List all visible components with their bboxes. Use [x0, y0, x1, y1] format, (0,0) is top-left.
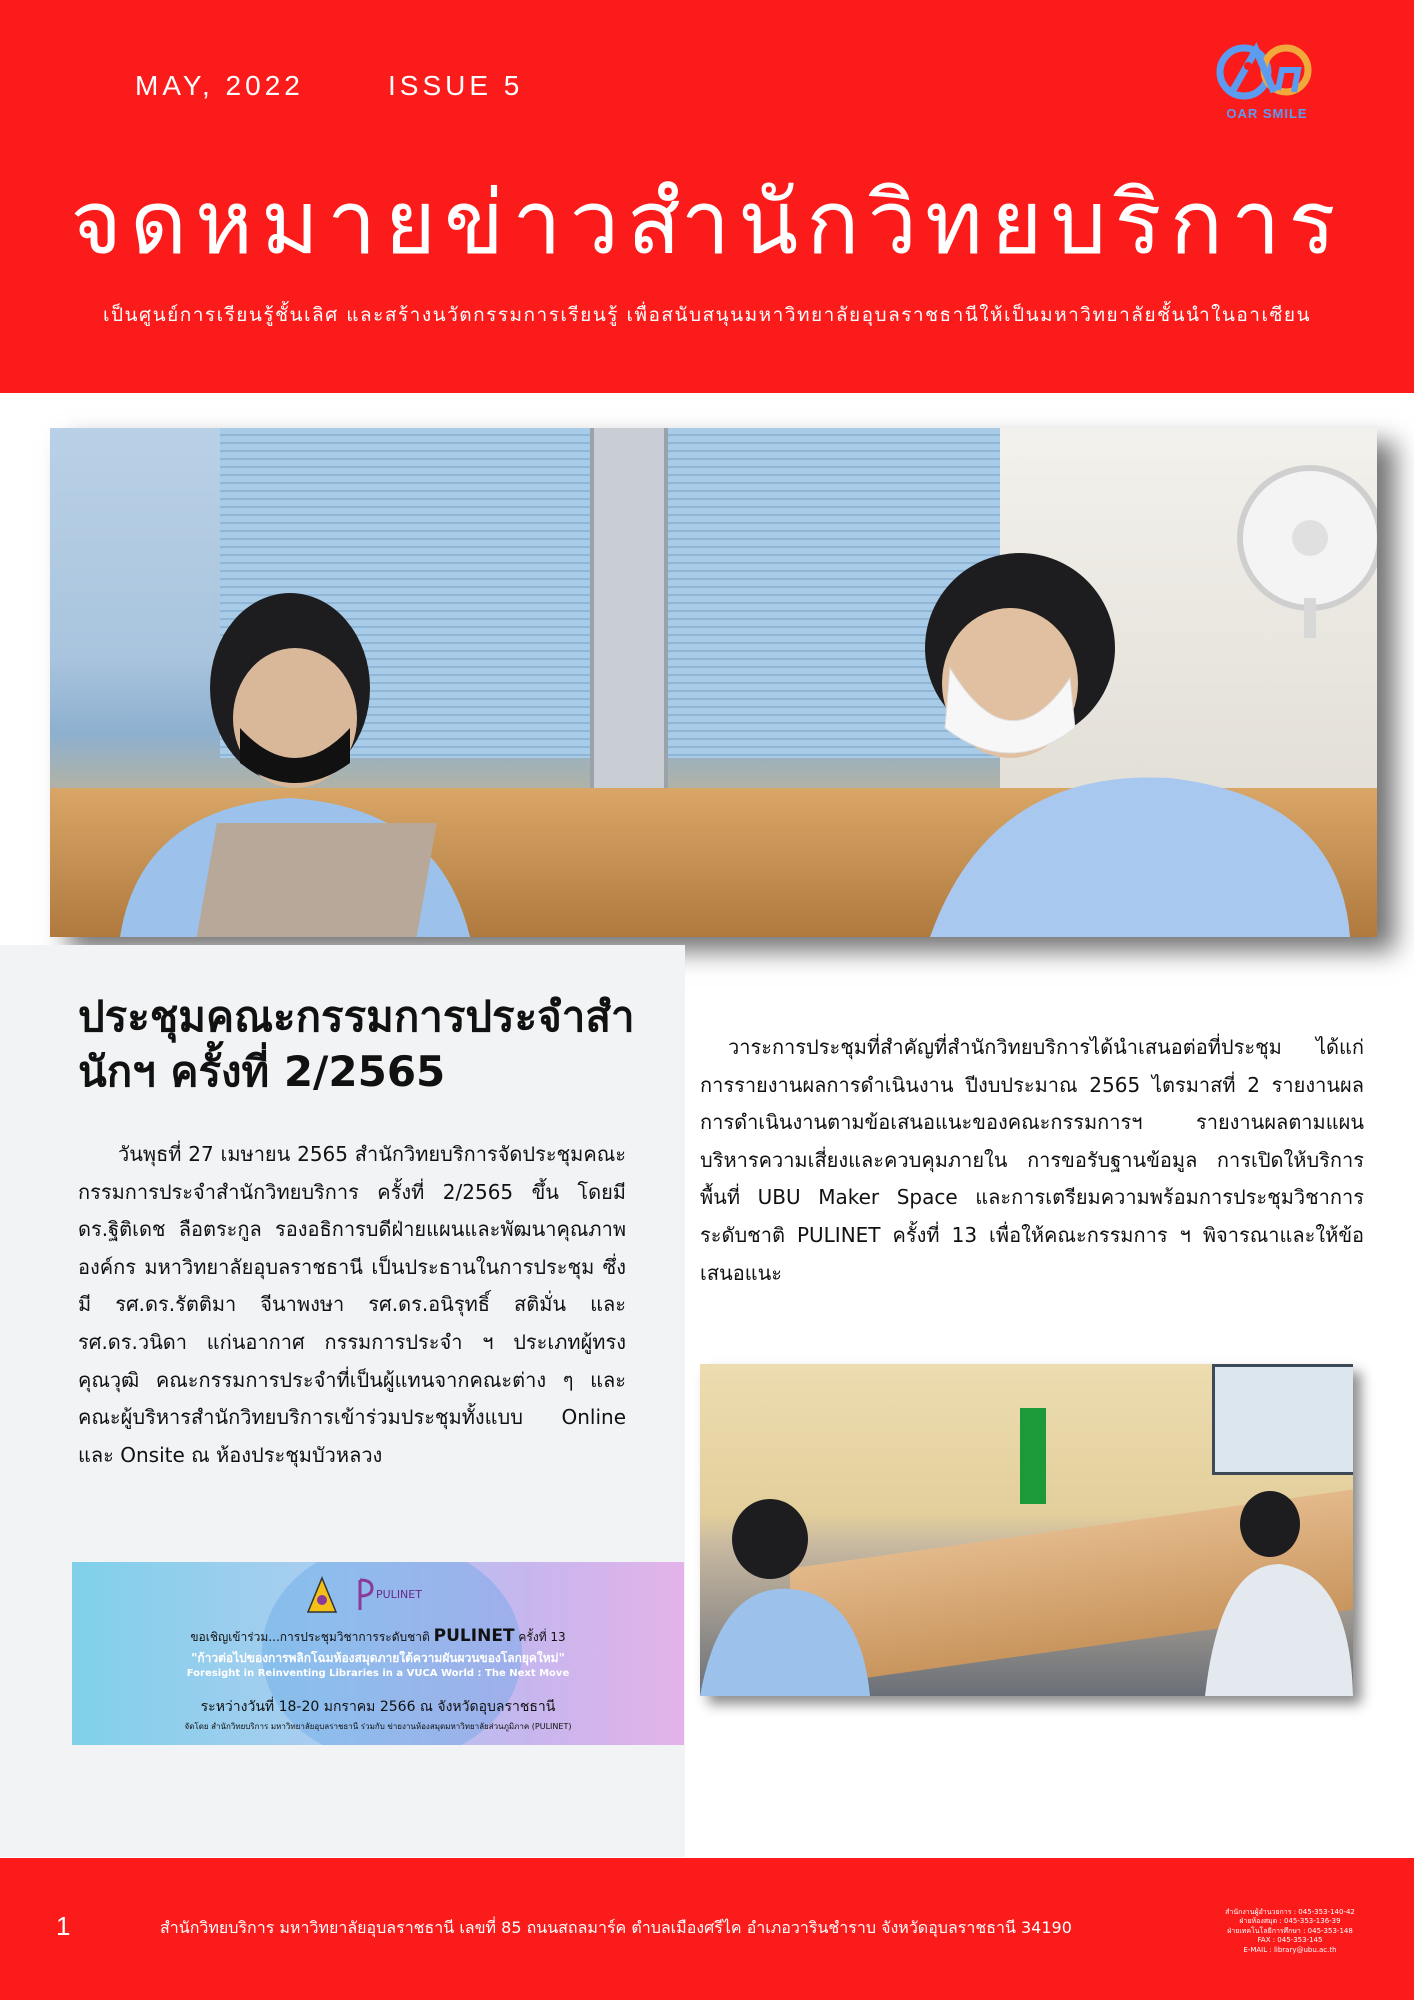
- article-body-left: วันพุธที่ 27 เมษายน 2565 สำนักวิทยบริการจัดประชุมคณะกรรมการประจำสำนักวิทยบริการ ครั้งที่ 2/2565 ขึ้น โดยมี ดร.ฐิติเดช ลือตระกูล รองอธิการบดีฝ่ายแผนและพัฒนาคุณภาพองค์กร มหาวิทยาลัยอุบลราชธานี เป็นประธานในการประชุม ซึ่งมี รศ.ดร.รัตติมา จีนาพงษา รศ.ดร.อนิรุทธิ์ สติมั่น และ รศ.ดร.วนิดา แก่นอากาศ กรรมการประจำ ฯ ประเภทผู้ทรงคุณวุฒิ คณะกรรมการประจำที่เป็นผู้แทนจากคณะต่าง ๆ และคณะผู้บริหารสำนักวิทยบริการเข้าร่วมประชุมทั้งแบบ Online และ Onsite ณ ห้องประชุมบัวหลวง: [78, 1142, 626, 1467]
- person-right-figure: [870, 538, 1350, 937]
- newsletter-subtitle: เป็นศูนย์การเรียนรู้ชั้นเลิศ และสร้างนวัตกรรมการเรียนรู้ เพื่อสนับสนุนมหาวิทยาลัยอุบลราชธานีให้เป็นมหาวิทยาลัยชั้นนำในอาเซียน: [103, 304, 1311, 326]
- meeting-room-photo: [700, 1364, 1353, 1696]
- contact-line: FAX : 045-353-145: [1257, 1936, 1323, 1945]
- page-number: 1: [56, 1911, 71, 1941]
- issue-date: MAY, 2022: [135, 70, 304, 101]
- banner-invite-prefix: ขอเชิญเข้าร่วม...การประชุมวิชาการระดับชาติ: [190, 1630, 430, 1644]
- glass-door: [590, 428, 668, 788]
- meeting-photo-main: [50, 428, 1377, 937]
- footer-contact: [1205, 1908, 1375, 1955]
- banner-theme-thai: "ก้าวต่อไปของการพลิกโฉมห้องสมุดภายใต้ความผันผวนของโลกยุคใหม่": [191, 1651, 565, 1665]
- contact-line: ฝ่ายห้องสมุด : 045-353-136-39: [1239, 1917, 1341, 1926]
- contact-line: E-MAIL : library@ubu.ac.th: [1243, 1945, 1337, 1954]
- contact-line: สำนักงานผู้อำนวยการ : 045-353-140-42: [1225, 1908, 1355, 1916]
- article-body-right: วาระการประชุมที่สำคัญที่สำนักวิทยบริการได้นำเสนอต่อที่ประชุม ได้แก่ การรายงานผลการดำเนินงาน ปีงบประมาณ 2565 ไตรมาสที่ 2 รายงานผลการดำเนินงานตามข้อเสนอแนะของคณะกรรมการฯ รายงานผลตามแผนบริหารความเสี่ยงและควบคุมภายใน การขอรับฐานข้อมูล การเปิดให้บริการพื้นที่ UBU Maker Space และการเตรียมความพร้อมการประชุมวิชาการระดับชาติ PULINET ครั้งที่ 13 เพื่อให้คณะกรรมการ ฯ พิจารณาและให้ข้อเสนอแนะ: [700, 1035, 1364, 1285]
- header-banner: [0, 0, 1414, 393]
- banner-invite-suffix: ครั้งที่ 13: [518, 1630, 566, 1644]
- banner-dates: ระหว่างวันที่ 18-20 มกราคม 2566 ณ จังหวัดอุบลราชธานี: [200, 1699, 556, 1715]
- contact-line: ฝ่ายเทคโนโลยีการศึกษา : 045-353-148: [1227, 1926, 1353, 1935]
- person-left-figure: [80, 578, 500, 937]
- article-title: ประชุมคณะกรรมการประจำสำนักฯ ครั้งที่ 2/2565: [78, 992, 635, 1096]
- footer: [0, 1858, 1414, 2000]
- newsletter-title: จดหมายข่าวสำนักวิทยบริการ: [70, 171, 1344, 274]
- issue-number: ISSUE 5: [388, 70, 524, 101]
- pulinet-logo-text: PULINET: [376, 1588, 422, 1601]
- attendee-figure: [1200, 1484, 1353, 1696]
- banner-invite-name: PULINET: [433, 1626, 515, 1646]
- green-door: [1020, 1408, 1046, 1504]
- banner-organizer: จัดโดย สำนักวิทยบริการ มหาวิทยาลัยอุบลราชธานี ร่วมกับ ข่ายงานห้องสมุดมหาวิทยาลัยส่วนภูมิภาค (PULINET): [184, 1722, 572, 1731]
- oar-smile-logo: [1212, 40, 1322, 124]
- oar-smile-logo-icon: [1212, 40, 1322, 106]
- projector-screen: [1212, 1364, 1353, 1475]
- banner-invite: [72, 1626, 684, 1647]
- logo-text: OAR SMILE: [1226, 106, 1308, 121]
- banner-theme-english: Foresight in Reinventing Libraries in a VUCA World : The Next Move: [186, 1668, 570, 1679]
- footer-address: สำนักวิทยบริการ มหาวิทยาลัยอุบลราชธานี เลขที่ 85 ถนนสถลมาร์ค ตำบลเมืองศรีไค อำเภอวารินชำราบ จังหวัดอุบลราชธานี 34190: [160, 1918, 1072, 1937]
- pulinet-banner: [72, 1562, 684, 1745]
- attendee-figure: [700, 1494, 870, 1696]
- university-and-pulinet-logo-icon: [302, 1576, 442, 1614]
